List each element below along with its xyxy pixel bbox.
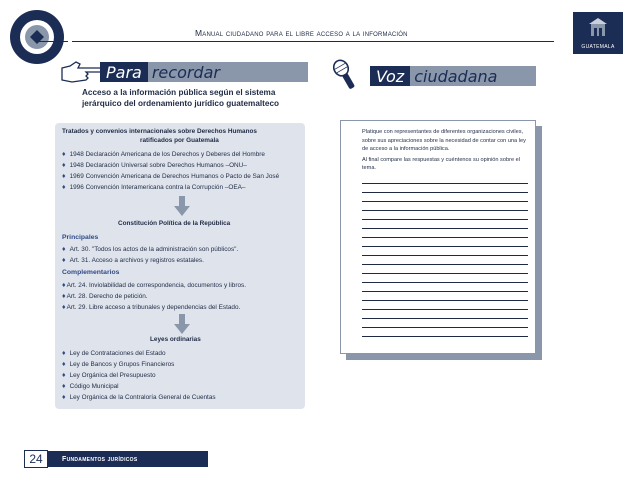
list-item: ♦Art. 24. Inviolabilidad de correspondencia, documentos y libros. (62, 282, 246, 289)
writing-line (362, 246, 528, 247)
header-rule-left (38, 41, 68, 42)
list-item: ♦ 1996 Convención Interamericana contra la Corrupción –OEA– (62, 184, 246, 191)
page-number: 24 (24, 450, 48, 468)
pointing-hand-icon (60, 60, 104, 86)
diamond-bullet-icon: ♦ (62, 282, 66, 289)
para-recordar-banner (100, 62, 308, 82)
banner-word-para: Para (100, 62, 148, 82)
building-icon (587, 16, 609, 38)
constitution-heading: Constitución Política de la República (118, 220, 231, 227)
diamond-bullet-icon: ♦ (62, 173, 66, 180)
diamond-bullet-icon: ♦ (62, 151, 66, 158)
diamond-bullet-icon: ♦ (62, 257, 66, 264)
writing-line (362, 264, 528, 265)
list-item: ♦ Ley Orgánica de la Contraloría General de Cuentas (62, 394, 216, 401)
treaties-heading: ratificados por Guatemala (140, 137, 219, 144)
list-item: ♦ 1969 Convención Americana de Derechos Humanos o Pacto de San José (62, 173, 280, 180)
intro-line: jerárquico del ordenamiento jurídico guatemalteco (82, 99, 279, 108)
list-item: ♦Art. 29. Libre acceso a tribunales y dependencias del Estado. (62, 304, 241, 311)
treaties-heading: Tratados y convenios internacionales sobre Derechos Humanos (62, 128, 257, 135)
intro-line: Acceso a la información pública según el sistema (82, 88, 276, 97)
footer-section-title: Fundamentos jurídicos (62, 455, 138, 463)
list-item: ♦ Art. 31. Acceso a archivos y registros estatales. (62, 257, 204, 264)
instruction-paragraph: Al final compare las respuestas y cuéntenos su opinión sobre el tema. (362, 156, 520, 172)
diamond-bullet-icon: ♦ (62, 162, 66, 169)
list-item: ♦ Ley de Contrataciones del Estado (62, 350, 166, 357)
writing-line (362, 201, 528, 202)
intro-text (82, 87, 322, 109)
principales-label: Principales (62, 234, 99, 241)
list-item: ♦ Ley de Bancos y Grupos Financieros (62, 361, 175, 368)
diamond-bullet-icon: ♦ (62, 293, 66, 300)
writing-line (362, 282, 528, 283)
writing-line (362, 192, 528, 193)
list-item: ♦ 1948 Declaración Universal sobre Derechos Humanos –ONU– (62, 162, 247, 169)
list-item: ♦ Ley Orgánica del Presupuesto (62, 372, 156, 379)
writing-line (362, 183, 528, 184)
diamond-bullet-icon: ♦ (62, 246, 66, 253)
writing-line (362, 336, 528, 337)
microphone-icon (330, 58, 360, 92)
leyes-heading: Leyes ordinarias (150, 336, 201, 343)
logo-caption: GUATEMALA (581, 44, 615, 50)
diamond-bullet-icon: ♦ (62, 383, 66, 390)
header-rule (72, 41, 554, 42)
list-item: ♦ Código Municipal (62, 383, 119, 390)
diamond-bullet-icon: ♦ (62, 394, 66, 401)
diamond-bullet-icon: ♦ (62, 361, 66, 368)
writing-line (362, 291, 528, 292)
voz-ciudadana-banner (370, 66, 536, 86)
worksheet-instructions (362, 128, 532, 173)
writing-line (362, 327, 528, 328)
writing-line (362, 237, 528, 238)
diamond-bullet-icon: ♦ (62, 350, 66, 357)
arrow-down-icon (174, 196, 190, 216)
running-header-title: Manual ciudadano para el libre acceso a la información (195, 28, 408, 38)
writing-line (362, 309, 528, 310)
writing-line (362, 255, 528, 256)
writing-line (362, 318, 528, 319)
diamond-bullet-icon: ♦ (62, 372, 66, 379)
banner-word-ciudadana: ciudadana (414, 66, 498, 86)
complementarios-label: Complementarios (62, 269, 120, 276)
list-item: ♦Art. 28. Derecho de petición. (62, 293, 148, 300)
banner-word-recordar: recordar (151, 62, 220, 82)
footer-section-bar (48, 451, 208, 467)
writing-line (362, 273, 528, 274)
institution-logo (573, 12, 623, 54)
diamond-bullet-icon: ♦ (62, 304, 66, 311)
list-item: ♦ 1948 Declaración Americana de los Derechos y Deberes del Hombre (62, 151, 265, 158)
writing-line (362, 228, 528, 229)
writing-line (362, 210, 528, 211)
arrow-down-icon (174, 314, 190, 334)
list-item: ♦ Art. 30. "Todos los actos de la administración son públicos". (62, 246, 239, 253)
diamond-bullet-icon: ♦ (62, 184, 66, 191)
writing-line (362, 300, 528, 301)
banner-word-voz: Voz (370, 66, 410, 86)
writing-line (362, 219, 528, 220)
instruction-paragraph: Platique con representantes de diferentes organizaciones civiles, sobre sus apreciaciones sobre la necesidad de contar con una ley de acceso a la información pública. (362, 129, 526, 153)
seal-logo-icon (8, 8, 66, 66)
